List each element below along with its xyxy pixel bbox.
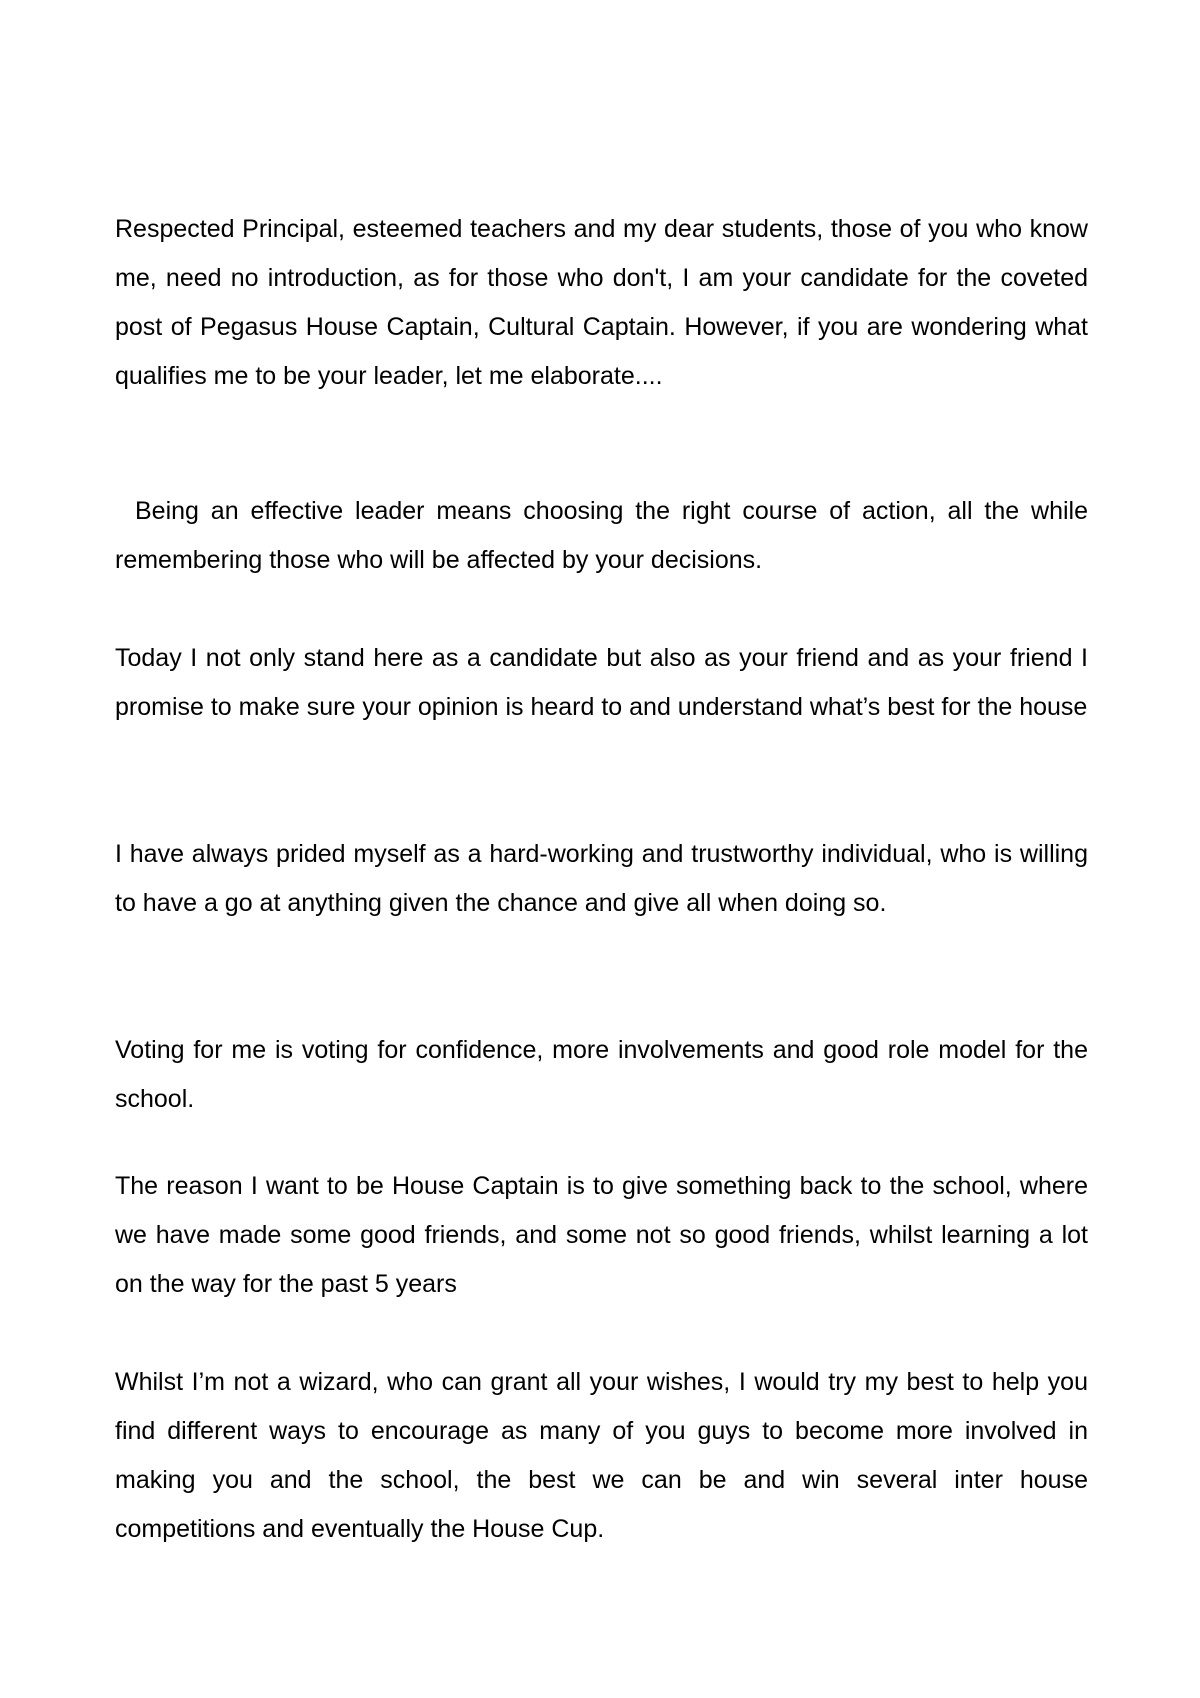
- paragraph-effective-leader: Being an effective leader means choosing the right course of action, all the while remembering those who will be affected by your decisions.: [115, 497, 1088, 574]
- paragraph-voting: Voting for me is voting for confidence, more involvements and good role model for the school.: [115, 1036, 1088, 1113]
- paragraph-introduction: Respected Principal, esteemed teachers and my dear students, those of you who know me, need no introduction, as for those who don't, I am your candidate for the coveted post of Pegasus House Captain, Cultural Captain. However, if you are wondering what qualifies me to be your leader, let me elaborate....: [115, 215, 1088, 390]
- paragraph-hard-working: I have always prided myself as a hard-working and trustworthy individual, who is willing to have a go at anything given the chance and give all when doing so.: [115, 840, 1088, 917]
- paragraph-wizard: Whilst I’m not a wizard, who can grant all your wishes, I would try my best to help you find different ways to encourage as many of you guys to become more involved in making you and the school, the best we can be and win several inter house competitions and eventually the House Cup.: [115, 1368, 1088, 1543]
- paragraph-friend-promise: Today I not only stand here as a candidate but also as your friend and as your friend I promise to make sure your opinion is heard to and understand what’s best for the house: [115, 644, 1088, 721]
- paragraph-reason: The reason I want to be House Captain is to give something back to the school, where we have made some good friends, and some not so good friends, whilst learning a lot on the way for the past 5 years: [115, 1172, 1088, 1298]
